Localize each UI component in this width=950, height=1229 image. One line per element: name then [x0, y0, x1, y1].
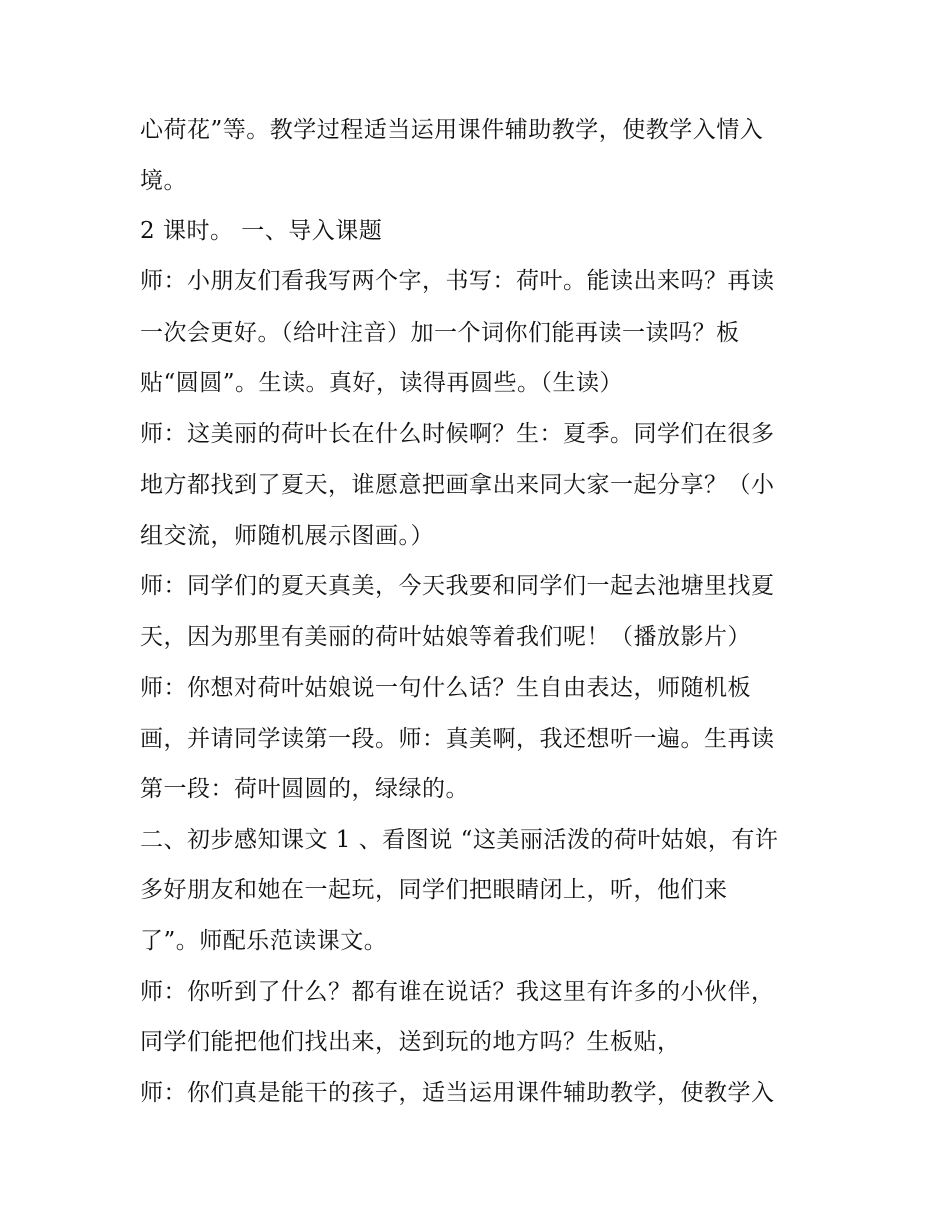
text-line: 师：这美丽的荷叶长在什么时候啊？生：夏季。同学们在很多	[140, 421, 775, 447]
text-line: 组交流，师随机展示图画。）	[140, 523, 434, 549]
text-line: 多好朋友和她在一起玩，同学们把眼睛闭上，听，他们来	[140, 877, 728, 903]
text-line: 师：小朋友们看我写两个字，书写：荷叶。能读出来吗？再读	[140, 268, 775, 294]
text-line: 画，并请同学读第一段。师：真美啊，我还想听一遍。生再读	[140, 726, 775, 752]
text-line: 天，因为那里有美丽的荷叶姑娘等着我们呢！（播放影片）	[140, 624, 751, 650]
text-line: 一次会更好。（给叶注音）加一个词你们能再读一读吗？板	[140, 320, 740, 346]
text-line: 同学们能把他们找出来，送到玩的地方吗？生板贴，	[140, 1029, 681, 1055]
text-line: 二、初步感知课文 1 、看图说 “这美丽活泼的荷叶姑娘，有许	[140, 827, 779, 853]
text-line: 师：你听到了什么？都有谁在说话？我这里有许多的小伙伴，	[140, 979, 775, 1005]
text-line: 地方都找到了夏天，谁愿意把画拿出来同大家一起分享？（小	[140, 472, 775, 498]
text-line: 心荷花”等。教学过程适当运用课件辅助教学，使教学入情入	[140, 117, 764, 143]
text-line: 师：你们真是能干的孩子，适当运用课件辅助教学，使教学入	[140, 1080, 775, 1106]
text-line: 2 课时。 一、导入课题	[140, 218, 383, 244]
text-line: 第一段：荷叶圆圆的，绿绿的。	[140, 776, 469, 802]
text-line: 师：同学们的夏天真美，今天我要和同学们一起去池塘里找夏	[140, 573, 775, 599]
text-line: 了”。师配乐范读课文。	[140, 928, 388, 954]
text-line: 境。	[140, 168, 187, 194]
text-line: 师：你想对荷叶姑娘说一句什么话？生自由表达，师随机板	[140, 675, 751, 701]
text-line: 贴“圆圆”。生读。真好，读得再圆些。（生读）	[140, 370, 624, 396]
